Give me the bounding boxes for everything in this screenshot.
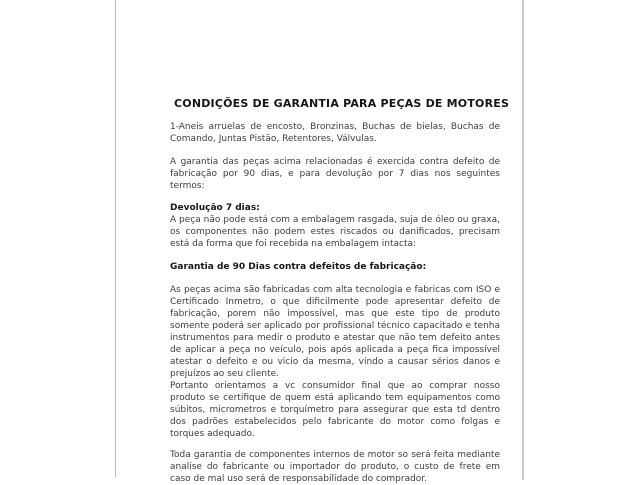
return-7-days-heading: Devolução 7 dias: — [170, 203, 260, 213]
internal-components-note-paragraph: Toda garantia de componentes internos de motor so será feita mediante analise do fabricante ou importador do produto, o custo de frete em caso de mal uso será de responsabilidade do comprador. — [170, 450, 500, 484]
return-7-days-paragraph: A peça não pode está com a embalagem rasgada, suja de óleo ou graxa, os componentes não podem estes riscados ou danificados, precisam está da forma que foi recebida na embalagem intacta: — [170, 215, 500, 249]
warranty-90-days-heading: Garantia de 90 Dias contra defeitos de fabricação: — [170, 262, 427, 272]
document-page — [170, 97, 510, 485]
page-left-edge — [115, 0, 116, 477]
warranty-intro-paragraph: A garantia das peças acima relacionadas é exercida contra defeito de fabricação por 90 dias, e para devolução por 7 dias nos seguintes termos: — [170, 157, 500, 191]
document-title: CONDIÇÕES DE GARANTIA PARA PEÇAS DE MOTORES — [174, 97, 510, 110]
parts-list-paragraph: 1-Aneis arruelas de encosto, Bronzinas, Buchas de bielas, Buchas de Comando, Juntas Pistão, Retentores, Válvulas. — [170, 122, 500, 144]
warranty-90-days-paragraph-1: As peças acima são fabricadas com alta tecnologia e fabricas com ISO e Certificado Inmetro, o que dificilmente pode apresentar defeito de fabricação, porem não impossível, mas que este tipo de produto somente poderá ser aplicado por profissional técnico capacitado e tenha instrumentos para medir o produto e atestar que não tem defeito antes de aplicar a peça no veículo, pois após aplicada a peça fica impossível atestar o defeito e ou vicio da mesma, vindo a causar sérios danos e prejuízos ao seu cliente. — [170, 285, 500, 379]
warranty-90-days-paragraph-2: Portanto orientamos a vc consumidor final que ao comprar nosso produto se certifique de quem está aplicando tem equipamentos como súbitos, micrometros e torquímetro para assegurar que esta td dentro dos padrões estabelecidos pelo fabricante do motor como folgas e torques adequado. — [170, 381, 500, 439]
page-right-edge — [522, 0, 524, 480]
